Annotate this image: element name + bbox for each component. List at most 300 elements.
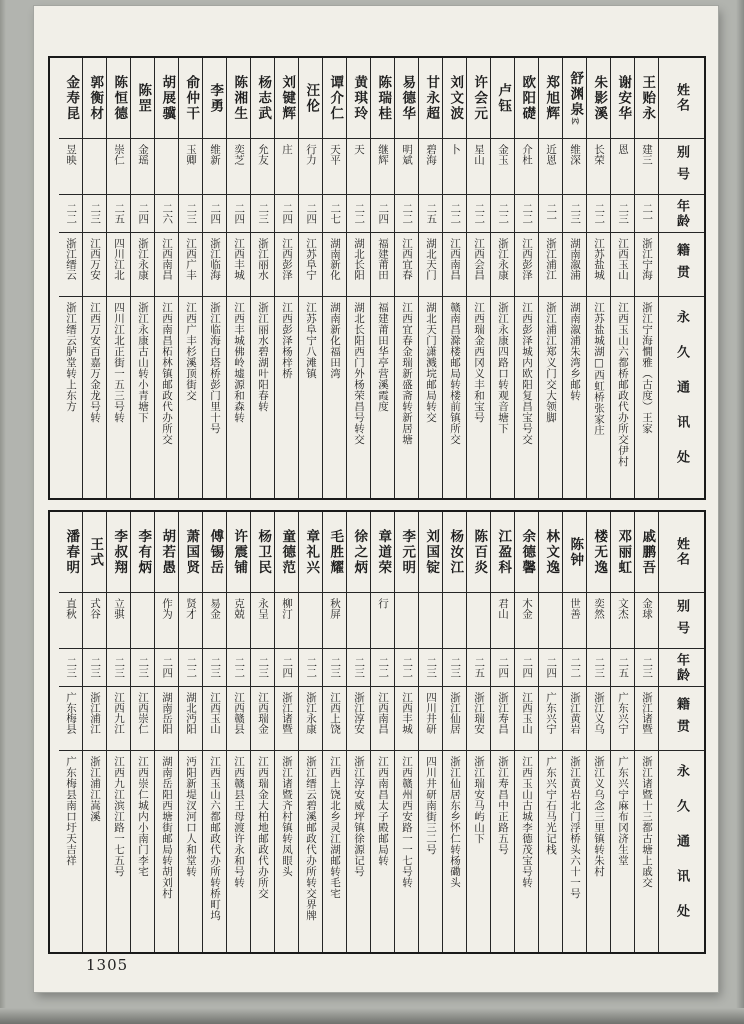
- person-address-cell: 江西上饶北乡灵江湖邮转毛宅: [323, 750, 346, 952]
- person-alias-cell: 天平: [323, 138, 346, 194]
- person-alias-cell: 作为: [155, 592, 178, 648]
- person-age-cell: 二二: [443, 194, 466, 232]
- person-column: [467, 58, 491, 498]
- person-origin-cell: 江西南昌: [371, 686, 394, 750]
- person-alias-cell: 恩: [611, 138, 634, 194]
- person-age-cell: 二四: [275, 194, 298, 232]
- person-name-cell: 李叔翔: [111, 528, 128, 576]
- person-column: [563, 58, 587, 498]
- person-address-cell: 浙江浦江嵩溪: [83, 750, 106, 952]
- person-age-cell: 二三: [587, 648, 610, 686]
- person-address-cell: 湖南溆浦朱湾乡邮转: [563, 296, 586, 498]
- person-origin-cell: 江西瑞金: [251, 686, 274, 750]
- person-address-cell: 四川江北正街一五三号转: [107, 296, 130, 498]
- person-address-cell: 江西彭泽杨梓桥: [275, 296, 298, 498]
- person-origin-cell: 江西丰城: [395, 686, 418, 750]
- person-alias-cell: [467, 592, 490, 648]
- person-age-cell: 二三: [179, 194, 202, 232]
- person-age-cell: 二四: [227, 194, 250, 232]
- person-address-cell: 浙江寿昌中正路五号: [491, 750, 514, 952]
- person-alias-cell: [443, 592, 466, 648]
- person-origin-cell: 江西彭泽: [515, 232, 538, 296]
- person-column: [59, 58, 83, 498]
- person-column: [443, 512, 467, 952]
- person-name-cell: 陈钟: [567, 536, 584, 568]
- person-name-cell: 林文逸: [543, 528, 560, 576]
- person-origin-cell: 浙江仙居: [443, 686, 466, 750]
- person-name-cell: 俞仲干: [183, 74, 200, 122]
- person-age-cell: 二二: [395, 194, 418, 232]
- person-address-cell: 江西广丰杉溪顶街交: [179, 296, 202, 498]
- person-address-cell: 湖北长阳西门外杨荣昌号转交: [347, 296, 370, 498]
- header-name: 姓名: [674, 537, 689, 567]
- person-name-cell: 卢钰: [495, 82, 512, 114]
- person-age-cell: 二三: [83, 194, 106, 232]
- person-column: [107, 512, 131, 952]
- person-name-cell: 刘键辉: [279, 74, 296, 122]
- person-column: [131, 512, 155, 952]
- person-column: [347, 512, 371, 952]
- person-address-cell: 江西赣州西安路一一七号转: [395, 750, 418, 952]
- person-address-cell: 广东兴宁石马光记栈: [539, 750, 562, 952]
- person-age-cell: 二二: [467, 194, 490, 232]
- person-alias-cell: 天: [347, 138, 370, 194]
- person-name-cell: 陈湘生: [231, 74, 248, 122]
- person-name-cell: 易德华: [399, 74, 416, 122]
- person-origin-cell: 浙江淳安: [347, 686, 370, 750]
- person-alias-cell: 碧海: [419, 138, 442, 194]
- person-column: [323, 512, 347, 952]
- person-origin-cell: 浙江浦江: [83, 686, 106, 750]
- person-alias-cell: [299, 592, 322, 648]
- person-age-cell: 二二: [395, 648, 418, 686]
- person-address-cell: 江西玉山六都邮政代办所转桥町坞: [203, 750, 226, 952]
- person-alias-cell: 永呈: [251, 592, 274, 648]
- person-origin-cell: 江西万安: [83, 232, 106, 296]
- person-age-cell: 二二: [179, 648, 202, 686]
- page-number: 1305: [86, 956, 129, 974]
- person-alias-cell: 奕芝: [227, 138, 250, 194]
- person-age-cell: 二三: [347, 648, 370, 686]
- person-name-cell: 戚鹏吾: [639, 528, 656, 576]
- person-age-cell: 二二: [299, 648, 322, 686]
- person-alias-cell: 克兢: [227, 592, 250, 648]
- person-column: [419, 512, 443, 952]
- person-address-cell: 江西南昌太子殿邮局转: [371, 750, 394, 952]
- person-column: [203, 58, 227, 498]
- person-alias-cell: 介杜: [515, 138, 538, 194]
- person-alias-cell: 易金: [203, 592, 226, 648]
- person-name-cell: 楼无逸: [591, 528, 608, 576]
- person-origin-cell: 广东兴宁: [539, 686, 562, 750]
- person-column: [563, 512, 587, 952]
- person-alias-cell: 直秋: [59, 592, 82, 648]
- person-address-cell: 浙江缙云碧溪邮政代办所转交界牌: [299, 750, 322, 952]
- person-age-cell: 二二: [491, 194, 514, 232]
- person-alias-cell: 建三: [635, 138, 658, 194]
- person-name-cell: 郑旭辉: [543, 74, 560, 122]
- person-column: [395, 58, 419, 498]
- person-column: [419, 58, 443, 498]
- person-age-cell: 二四: [371, 194, 394, 232]
- person-origin-cell: 广东梅县: [59, 686, 82, 750]
- person-origin-cell: 江苏阜宁: [299, 232, 322, 296]
- person-origin-cell: 浙江临海: [203, 232, 226, 296]
- person-name-cell: 郭衡材: [87, 74, 104, 122]
- person-address-cell: 湖南新化福田湾: [323, 296, 346, 498]
- directory-table-bottom: [48, 510, 706, 954]
- person-column: [371, 512, 395, 952]
- person-origin-cell: 江西玉山: [515, 686, 538, 750]
- person-alias-cell: 庄: [275, 138, 298, 194]
- person-origin-cell: 广东兴宁: [611, 686, 634, 750]
- person-address-cell: 浙江黄岩北门浮桥头六十一号: [563, 750, 586, 952]
- person-name-cell: 傅锡岳: [207, 528, 224, 576]
- person-alias-cell: 明斌: [395, 138, 418, 194]
- person-alias-cell: 维新: [203, 138, 226, 194]
- person-alias-cell: 崇仁: [107, 138, 130, 194]
- person-age-cell: 二三: [59, 648, 82, 686]
- person-age-cell: 二二: [371, 648, 394, 686]
- person-address-cell: 江西宜春金瑞新盛斋转新居塘: [395, 296, 418, 498]
- person-name-cell: 黄琪玲: [351, 74, 368, 122]
- person-alias-cell: [347, 592, 370, 648]
- person-age-cell: 二四: [539, 648, 562, 686]
- person-age-cell: 二三: [107, 648, 130, 686]
- person-name-cell: 胡若愚: [159, 528, 176, 576]
- person-origin-cell: 江西丰城: [227, 232, 250, 296]
- person-alias-cell: [131, 592, 154, 648]
- person-origin-cell: 湖南岳阳: [155, 686, 178, 750]
- person-address-cell: 江西玉山六都桥邮政代办所交伊村: [611, 296, 634, 498]
- person-age-cell: 二三: [323, 648, 346, 686]
- person-origin-cell: 福建莆田: [371, 232, 394, 296]
- person-name-cell: 余德馨: [519, 528, 536, 576]
- person-name-cell: 杨汝江: [447, 528, 464, 576]
- person-alias-cell: 长荣: [587, 138, 610, 194]
- person-address-cell: 江西玉山古城李德茂宝号转: [515, 750, 538, 952]
- person-alias-cell: 文杰: [611, 592, 634, 648]
- person-address-cell: 江西丰城佛岭墟源和森转: [227, 296, 250, 498]
- directory-table-top: [48, 56, 706, 500]
- person-origin-cell: 江西玉山: [611, 232, 634, 296]
- person-address-cell: 江西九江滨江路一七五号: [107, 750, 130, 952]
- person-column: [491, 58, 515, 498]
- person-column: [611, 58, 635, 498]
- person-column: [131, 58, 155, 498]
- person-alias-cell: [395, 592, 418, 648]
- person-column: [275, 512, 299, 952]
- person-address-cell: 江西崇仁城内小南门李宅: [131, 750, 154, 952]
- person-address-cell: 沔阳新堤汊河口人和堂转: [179, 750, 202, 952]
- person-name-cell: 胡展骥: [159, 74, 176, 122]
- person-alias-cell: 星山: [467, 138, 490, 194]
- header-age: 年龄: [659, 648, 704, 686]
- person-alias-cell: 近恩: [539, 138, 562, 194]
- person-alias-cell: 世善: [563, 592, 586, 648]
- person-age-cell: 二一: [635, 194, 658, 232]
- person-address-cell: 江西赣县王母渡许永和号转: [227, 750, 250, 952]
- person-age-cell: 二三: [203, 648, 226, 686]
- person-age-cell: 二三: [611, 194, 634, 232]
- scan-edge-bottom: [0, 1008, 744, 1024]
- person-alias-cell: 维深: [563, 138, 586, 194]
- person-origin-cell: 江西彭泽: [275, 232, 298, 296]
- person-address-cell: 湖北天门潇溅垸邮局转交: [419, 296, 442, 498]
- person-origin-cell: 浙江瑞安: [467, 686, 490, 750]
- person-age-cell: 二四: [203, 194, 226, 232]
- person-column: [275, 58, 299, 498]
- person-column: [203, 512, 227, 952]
- person-column: [515, 58, 539, 498]
- person-column: [299, 58, 323, 498]
- header-address: 永久通讯处: [659, 750, 704, 952]
- person-name-cell: 王贻永: [639, 74, 656, 122]
- person-column: [395, 512, 419, 952]
- person-age-cell: 二三: [563, 194, 586, 232]
- person-address-cell: 湖南岳阳西塘街邮局转胡刘村: [155, 750, 178, 952]
- person-column: [539, 58, 563, 498]
- person-column: [83, 58, 107, 498]
- person-address-cell: 江苏阜宁八滩镇: [299, 296, 322, 498]
- person-name-cell: 刘文波: [447, 74, 464, 122]
- person-alias-cell: 贤才: [179, 592, 202, 648]
- person-age-cell: 二三: [635, 648, 658, 686]
- person-origin-cell: 江西宜春: [395, 232, 418, 296]
- person-column: [635, 512, 659, 952]
- person-address-cell: 浙江仙居东乡怀仁转杨磡头: [443, 750, 466, 952]
- person-name-cell: 谭介仁: [327, 74, 344, 122]
- person-origin-cell: 江苏盐城: [587, 232, 610, 296]
- person-origin-cell: 湖南溆浦: [563, 232, 586, 296]
- person-alias-cell: [539, 592, 562, 648]
- person-name-cell: 萧国贤: [183, 528, 200, 576]
- person-name-cell: 陈罡: [135, 82, 152, 114]
- person-alias-cell: 金玉: [491, 138, 514, 194]
- person-alias-cell: 柳汀: [275, 592, 298, 648]
- person-alias-cell: 金瑶: [131, 138, 154, 194]
- person-age-cell: 二四: [299, 194, 322, 232]
- person-origin-cell: 江西九江: [107, 686, 130, 750]
- person-column: [227, 512, 251, 952]
- person-origin-cell: 江西南昌: [443, 232, 466, 296]
- person-name-cell: 李有炳: [135, 528, 152, 576]
- person-name-cell: 陈瑞桂: [375, 74, 392, 122]
- person-origin-cell: 湖北天门: [419, 232, 442, 296]
- scanned-page: [34, 6, 718, 992]
- person-address-cell: 江西瑞金西冈义丰和宝号: [467, 296, 490, 498]
- person-name-cell: 杨卫民: [255, 528, 272, 576]
- person-address-cell: 江苏盐城湖□西虹桥张家庄: [587, 296, 610, 498]
- person-column: [491, 512, 515, 952]
- person-age-cell: 二二: [515, 194, 538, 232]
- person-address-cell: 浙江缙云胪堂转上东方: [59, 296, 82, 498]
- person-name-cell: 章礼兴: [303, 528, 320, 576]
- person-address-cell: 赣南昌滁楼邮局转楼前镇所交: [443, 296, 466, 498]
- header-column: [659, 512, 704, 952]
- header-age: 年龄: [659, 194, 704, 232]
- person-column: [227, 58, 251, 498]
- person-age-cell: 二二: [587, 194, 610, 232]
- person-age-cell: 二三: [131, 648, 154, 686]
- person-name-cell: 汪伦: [303, 82, 320, 114]
- person-alias-cell: 秋屏: [323, 592, 346, 648]
- person-age-cell: 二六: [155, 194, 178, 232]
- person-alias-cell: 卜: [443, 138, 466, 194]
- person-name-cell: 杨志武: [255, 74, 272, 122]
- person-age-cell: 二五: [611, 648, 634, 686]
- person-alias-cell: 行: [371, 592, 394, 648]
- person-address-cell: 浙江丽水碧湖叶阳春转: [251, 296, 274, 498]
- person-age-cell: 二二: [59, 194, 82, 232]
- header-alias: 别号: [659, 138, 704, 194]
- person-name-cell: 童德范: [279, 528, 296, 576]
- person-column: [635, 58, 659, 498]
- person-column: [443, 58, 467, 498]
- person-origin-cell: 浙江永康: [299, 686, 322, 750]
- person-column: [299, 512, 323, 952]
- person-address-cell: 浙江瑞安马屿山下: [467, 750, 490, 952]
- person-column: [587, 512, 611, 952]
- person-alias-cell: 式谷: [83, 592, 106, 648]
- person-origin-cell: 浙江永康: [491, 232, 514, 296]
- person-alias-cell: [155, 138, 178, 194]
- person-name-cell: 徐之炳: [351, 528, 368, 576]
- person-name-cell: 王式: [87, 536, 104, 568]
- scan-edge-right: [736, 0, 744, 1024]
- person-name-cell: 李元明: [399, 528, 416, 576]
- person-address-cell: 江西万安百嘉万金龙号转: [83, 296, 106, 498]
- person-name-cell: 潘春明: [63, 528, 80, 576]
- person-address-cell: 浙江诸暨齐村镇转凤眼头: [275, 750, 298, 952]
- person-origin-cell: 浙江诸暨: [635, 686, 658, 750]
- person-age-cell: 二二: [347, 194, 370, 232]
- person-column: [83, 512, 107, 952]
- person-origin-cell: 湖北长阳: [347, 232, 370, 296]
- person-age-cell: 二七: [323, 194, 346, 232]
- person-alias-cell: [83, 138, 106, 194]
- person-address-cell: 浙江临海白塔桥彭门里十号: [203, 296, 226, 498]
- person-address-cell: 浙江淳安威坪镇徐源记号: [347, 750, 370, 952]
- person-address-cell: 浙江诸暨十三都古塘上戚交: [635, 750, 658, 952]
- person-age-cell: 二五: [107, 194, 130, 232]
- person-origin-cell: 浙江黄岩: [563, 686, 586, 750]
- person-name-cell: 许会元: [471, 74, 488, 122]
- person-name-cell: 陈百炎: [471, 528, 488, 576]
- person-alias-cell: 金球: [635, 592, 658, 648]
- person-column: [179, 512, 203, 952]
- person-name-cell: 舒渊泉㈥: [567, 71, 584, 125]
- person-origin-cell: 江西崇仁: [131, 686, 154, 750]
- person-column: [155, 58, 179, 498]
- person-origin-cell: 江西南昌: [155, 232, 178, 296]
- person-origin-cell: 浙江寿昌: [491, 686, 514, 750]
- person-age-cell: 二五: [467, 648, 490, 686]
- person-address-cell: 江西彭泽城内欧阳复昌宝号交: [515, 296, 538, 498]
- scan-edge-left: [0, 0, 6, 1024]
- person-name-cell: 陈恒德: [111, 74, 128, 122]
- person-alias-cell: 木金: [515, 592, 538, 648]
- person-name-cell: 甘永超: [423, 74, 440, 122]
- person-column: [539, 512, 563, 952]
- person-address-cell: 浙江永康四路口转观音塘下: [491, 296, 514, 498]
- person-column: [371, 58, 395, 498]
- person-age-cell: 二一: [539, 194, 562, 232]
- person-column: [251, 58, 275, 498]
- person-alias-cell: 行力: [299, 138, 322, 194]
- person-age-cell: 二二: [227, 648, 250, 686]
- header-address: 永久通讯处: [659, 296, 704, 498]
- person-origin-cell: 江西上饶: [323, 686, 346, 750]
- person-address-cell: 浙江浦江郑义门交大领脚: [539, 296, 562, 498]
- person-age-cell: 二四: [155, 648, 178, 686]
- person-origin-cell: 江西广丰: [179, 232, 202, 296]
- person-name-cell: 毛胜耀: [327, 528, 344, 576]
- person-origin-cell: 江西会昌: [467, 232, 490, 296]
- person-name-cell: 刘国锭: [423, 528, 440, 576]
- person-age-cell: 二三: [419, 648, 442, 686]
- person-column: [59, 512, 83, 952]
- header-alias: 别号: [659, 592, 704, 648]
- person-name-cell: 金寿昆: [63, 74, 80, 122]
- person-alias-cell: 君山: [491, 592, 514, 648]
- person-alias-cell: 立骐: [107, 592, 130, 648]
- person-alias-cell: [419, 592, 442, 648]
- person-alias-cell: 昱映: [59, 138, 82, 194]
- person-origin-cell: 湖南新化: [323, 232, 346, 296]
- person-age-cell: 二二: [563, 648, 586, 686]
- person-age-cell: 二四: [515, 648, 538, 686]
- person-name-cell: 欧阳礎: [519, 74, 536, 122]
- person-origin-cell: 四川井研: [419, 686, 442, 750]
- person-name-cell: 邓丽虹: [615, 528, 632, 576]
- person-alias-cell: 玉卿: [179, 138, 202, 194]
- person-age-cell: 二三: [443, 648, 466, 686]
- person-column: [587, 58, 611, 498]
- person-alias-cell: 奕然: [587, 592, 610, 648]
- person-address-cell: 江西南昌柘林镇邮政代办所交: [155, 296, 178, 498]
- person-address-cell: 福建莆田华亭营溪霞度: [371, 296, 394, 498]
- header-column: [659, 58, 704, 498]
- person-address-cell: 四川井研南街三二号: [419, 750, 442, 952]
- header-origin: 籍贯: [659, 686, 704, 750]
- person-address-cell: 江西瑞金大柏地邮政代办所交: [251, 750, 274, 952]
- person-name-cell: 许震铺: [231, 528, 248, 576]
- person-address-cell: 浙江永康古山转小青塘下: [131, 296, 154, 498]
- header-name: 姓名: [674, 83, 689, 113]
- person-address-cell: 广东梅县南口圩天吉祥: [59, 750, 82, 952]
- person-address-cell: 浙江宁海憪雅（古度）王家: [635, 296, 658, 498]
- person-origin-cell: 浙江诸暨: [275, 686, 298, 750]
- person-column: [251, 512, 275, 952]
- person-column: [323, 58, 347, 498]
- person-age-cell: 二三: [251, 194, 274, 232]
- person-age-cell: 二三: [251, 648, 274, 686]
- person-age-cell: 二四: [491, 648, 514, 686]
- person-name-cell: 章道荣: [375, 528, 392, 576]
- person-origin-cell: 四川江北: [107, 232, 130, 296]
- person-age-cell: 二五: [419, 194, 442, 232]
- person-name-cell: 谢安华: [615, 74, 632, 122]
- person-column: [515, 512, 539, 952]
- person-name-cell: 江盈科: [495, 528, 512, 576]
- person-column: [467, 512, 491, 952]
- person-origin-cell: 江西玉山: [203, 686, 226, 750]
- person-name-cell: 朱影溪: [591, 74, 608, 122]
- person-address-cell: 广东兴宁麻布冈济生堂: [611, 750, 634, 952]
- person-origin-cell: 浙江义乌: [587, 686, 610, 750]
- person-column: [347, 58, 371, 498]
